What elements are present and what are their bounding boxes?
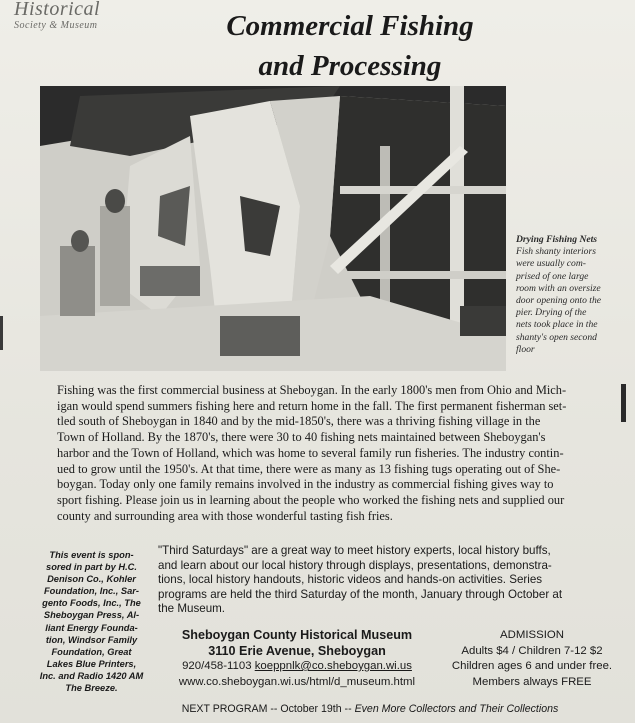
right-edge-mark (621, 384, 626, 422)
museum-website-link[interactable]: www.co.sheboygan.wi.us/html/d_museum.html (178, 675, 416, 688)
third-saturdays-paragraph (158, 544, 620, 617)
caption-title: Drying Fishing Nets (516, 234, 598, 245)
caption-line: room with an oversize (516, 282, 601, 294)
paragraph-line: county and surrounding area with those wonderful tasting fish fries. (57, 508, 393, 523)
sponsor-line: Sheboygan Press, Al- (43, 610, 140, 621)
third-saturdays-line: the Museum. (158, 602, 226, 616)
fish-shanty-photo (40, 86, 506, 371)
sponsor-line: Foundation, Great (51, 646, 132, 657)
caption-line: prised of one large (516, 270, 589, 282)
caption-line: nets took place in the (516, 319, 598, 331)
title-line-1: Commercial Fishing (226, 10, 474, 42)
logo-wordmark: Historical (14, 0, 101, 20)
caption-line: door opening onto the (516, 295, 602, 307)
caption-line: floor (516, 343, 535, 355)
caption-line: were usually com- (516, 258, 586, 270)
paragraph-line: igan would spend summers fishing here and return home in the fall. The first permanent fisherman set- (57, 398, 567, 413)
museum-phone: 920/458-1103 (182, 660, 252, 672)
sponsor-line: Denison Co., Kohler (47, 574, 136, 585)
logo-subtitle: Society & Museum (14, 20, 98, 31)
left-edge-mark (0, 316, 3, 350)
admission-block (444, 628, 620, 690)
paragraph-line: Fishing was the first commercial business at Sheboygan. In the early 1800's men from Ohio and Mich- (57, 383, 567, 397)
paragraph-line: ued to grow until the 1950's. At that time, there were as many as 13 fishing tugs operating out of She- (57, 461, 561, 476)
history-paragraph (57, 383, 619, 524)
admission-free-kids: Children ages 6 and under free. (451, 660, 613, 672)
fish-shanty-photo-illustration (40, 86, 506, 371)
sponsor-line: This event is spon- (49, 550, 134, 560)
paragraph-line: Town of Holland. By the 1870's, there were 30 to 40 fishing nets maintained between Sheboygan's (57, 430, 546, 445)
caption-line: Fish shanty interiors (516, 246, 596, 258)
admission-members: Members always FREE (472, 675, 592, 688)
poster-title (140, 6, 560, 86)
paragraph-line: tled south of Sheboygan in 1840 and by the mid-1850's, there was a thriving fishing village in the (57, 414, 541, 429)
sponsor-line: The Breeze. (65, 683, 118, 694)
paragraph-line: boygan. Today only one family remains involved in the industry as commercial fishing gives way to (57, 477, 554, 492)
third-saturdays-line: tions, local history handouts, historic videos and hands-on activities. Series (158, 573, 543, 587)
caption-line: shanty's open second (516, 331, 597, 343)
museum-email-link[interactable]: koeppnlk@co.sheboygan.wi.us (254, 660, 412, 672)
admission-heading: ADMISSION (500, 629, 564, 641)
admission-prices: Adults $4 / Children 7-12 $2 (461, 644, 603, 657)
third-saturdays-line: and learn about our local history through displays, presentations, demonstra- (158, 558, 552, 572)
next-program-title: Even More Collectors and Their Collections (354, 703, 559, 715)
third-saturdays-line: "Third Saturdays" are a great way to meet history experts, local history buffs, (158, 544, 551, 557)
museum-contact-block (156, 628, 438, 690)
society-logo (14, 0, 120, 36)
caption-line: pier. Drying of the (516, 307, 587, 319)
next-program-prefix: NEXT PROGRAM -- October 19th -- (181, 703, 355, 715)
sponsor-line: liant Energy Founda- (45, 622, 138, 633)
sponsor-line: tion, Windsor Family (45, 634, 138, 645)
museum-phone-email-line (156, 659, 438, 675)
paragraph-line: harbor and the Town of Holland, which was home to several family run fisheries. The industry contin- (57, 445, 564, 460)
museum-address: 3110 Erie Avenue, Sheboygan (208, 643, 386, 658)
sponsor-line: Lakes Blue Printers, (46, 658, 137, 669)
sponsor-line: sored in part by H.C. (46, 562, 137, 573)
sponsor-line: Foundation, Inc., Sar- (43, 586, 140, 597)
third-saturdays-line: programs are held the third Saturday of the month, January through October at (158, 587, 563, 601)
title-line-2: and Processing (258, 50, 442, 82)
paragraph-line: sport fishing. Please join us in learning about the people who worked the fishing nets and supplied our (57, 492, 565, 507)
next-program-line (120, 702, 620, 716)
museum-name: Sheboygan County Historical Museum (181, 628, 413, 642)
sponsor-line: gento Foods, Inc., The (42, 598, 141, 609)
sponsor-note (34, 549, 149, 694)
sponsor-line: Inc. and Radio 1420 AM (39, 670, 144, 681)
photo-caption (516, 234, 626, 356)
